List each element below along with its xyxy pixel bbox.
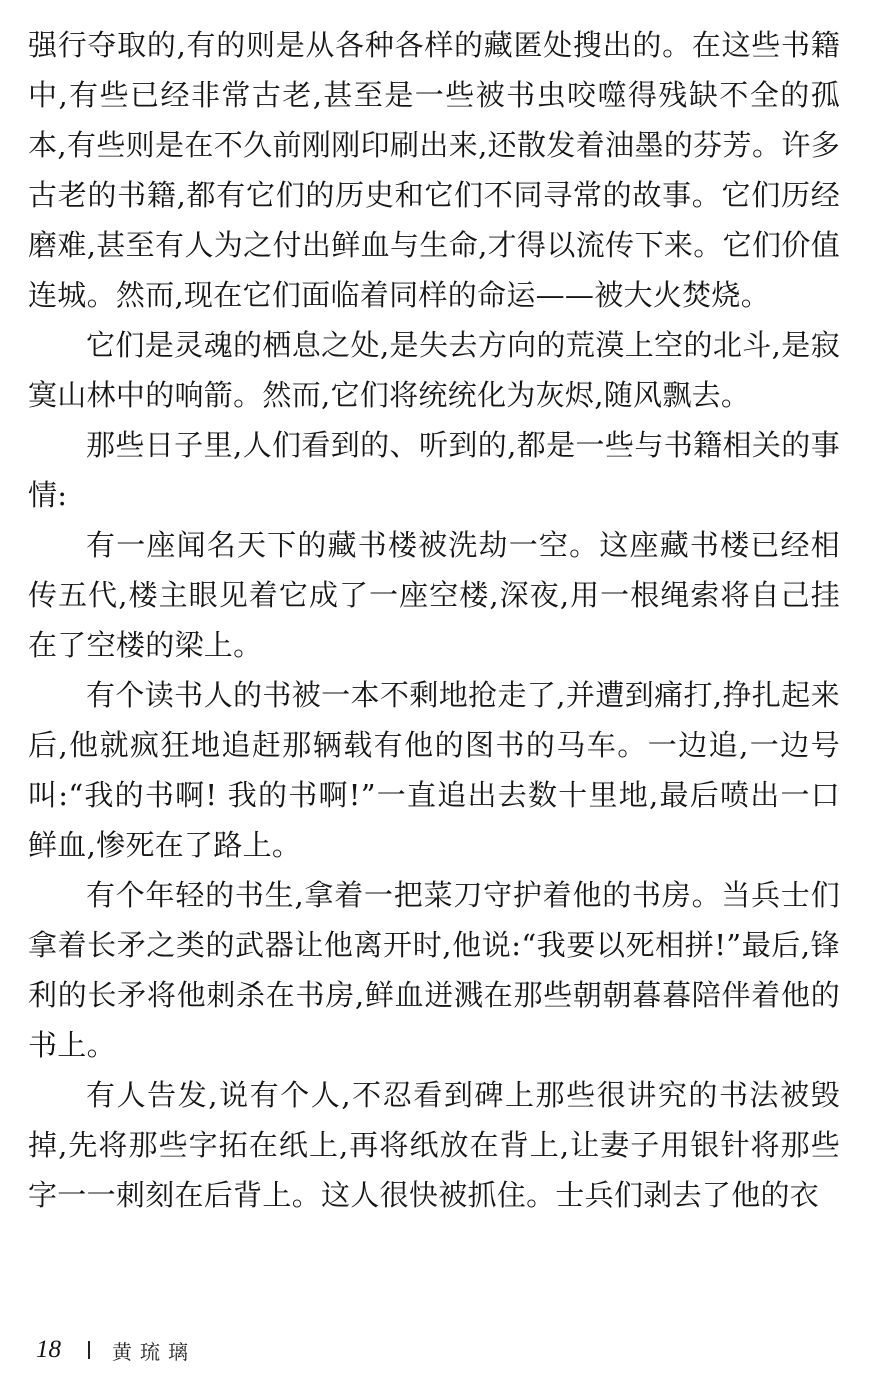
paragraph: 有个年轻的书生,拿着一把菜刀守护着他的书房。当兵士们拿着长矛之类的武器让他离开时,他说:“我要以死相拼!”最后,锋利的长矛将他刺杀在书房,鲜血迸溅在那些朝朝暮暮陪伴着他的书上。 — [28, 878, 840, 1062]
paragraph: 那些日子里,人们看到的、听到的,都是一些与书籍相关的事情: — [28, 428, 840, 512]
paragraph-continued: 强行夺取的,有的则是从各种各样的藏匿处搜出的。在这些书籍中,有些已经非常古老,甚至是一些被书虫咬噬得残缺不全的孤本,有些则是在不久前刚刚印刷出来,还散发着油墨的芬芳。许多古老的书籍,都有它们的历史和它们不同寻常的故事。它们历经磨难,甚至有人为之付出鲜血与生命,才得以流传下来。它们价值连城。然而,现在它们面临着同样的命运——被大火焚烧。 — [28, 28, 840, 312]
page-number: 18 — [36, 1336, 61, 1363]
page-body — [28, 20, 840, 1220]
paragraph: 它们是灵魂的栖息之处,是失去方向的荒漠上空的北斗,是寂寞山林中的响箭。然而,它们将统统化为灰烬,随风飘去。 — [28, 328, 840, 412]
footer-divider — [88, 1341, 90, 1359]
paragraph: 有个读书人的书被一本不剩地抢走了,并遭到痛打,挣扎起来后,他就疯狂地追赶那辆载有他的图书的马车。一边追,一边号叫:“我的书啊! 我的书啊!”一直追出去数十里地,最后喷出一口鲜血,惨死在了路上。 — [28, 678, 840, 862]
paragraph: 有人告发,说有个人,不忍看到碑上那些很讲究的书法被毁掉,先将那些字拓在纸上,再将纸放在背上,让妻子用银针将那些字一一刺刻在后背上。这人很快被抓住。士兵们剥去了他的衣 — [28, 1078, 840, 1212]
paragraph: 有一座闻名天下的藏书楼被洗劫一空。这座藏书楼已经相传五代,楼主眼见着它成了一座空楼,深夜,用一根绳索将自己挂在了空楼的梁上。 — [28, 528, 840, 662]
page-footer — [36, 1330, 196, 1370]
running-book-title: 黄琉璃 — [112, 1339, 196, 1364]
